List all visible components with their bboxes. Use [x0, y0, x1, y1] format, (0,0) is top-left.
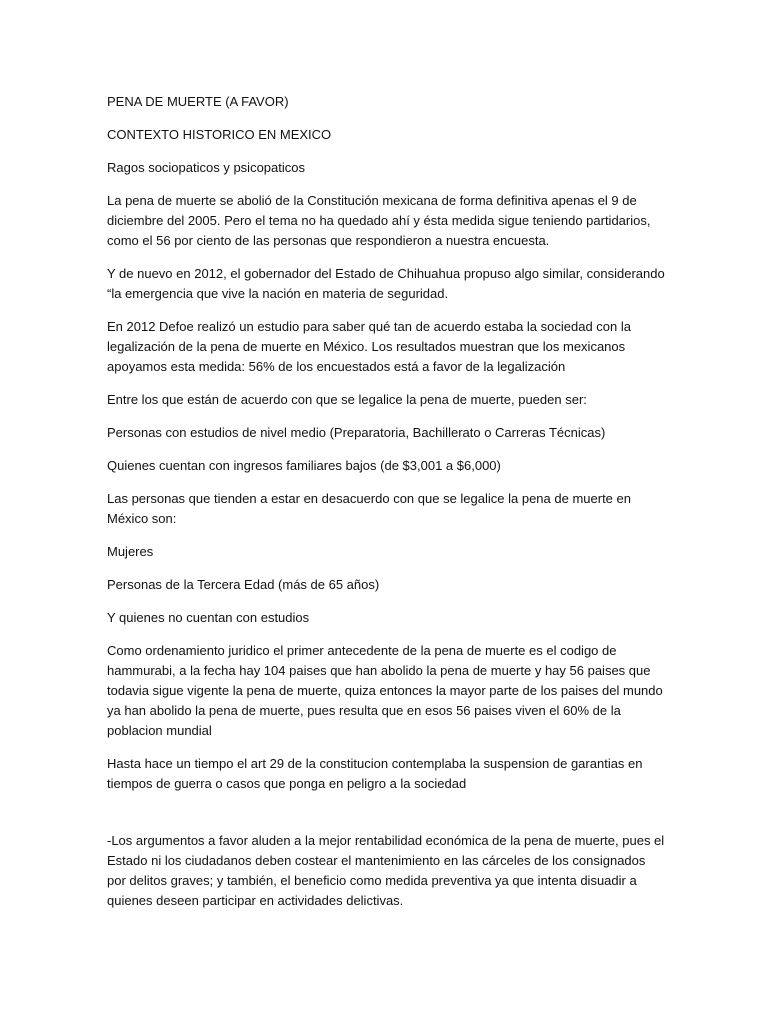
paragraph-arguments: -Los argumentos a favor aluden a la mejor rentabilidad económica de la pena de muerte, pues el Estado ni los ciudadanos deben costear el mantenimiento en las cárceles de los consignados por delitos graves; y también, el beneficio como medida preventiva ya que intenta disuadir a quienes deseen participar en actividades delictivas.	[107, 833, 665, 908]
paragraph-low-income: Quienes cuentan con ingresos familiares bajos (de $3,001 a $6,000)	[107, 458, 501, 473]
paragraph-elderly: Personas de la Tercera Edad (más de 65 años)	[107, 577, 380, 592]
document-title: PENA DE MUERTE (A FAVOR)	[107, 94, 289, 109]
document-page	[107, 92, 667, 924]
section-heading-context: CONTEXTO HISTORICO EN MEXICO	[107, 127, 332, 142]
paragraph-against-intro: Las personas que tienden a estar en desacuerdo con que se legalice la pena de muerte en México son:	[107, 491, 631, 526]
paragraph-abolition: La pena de muerte se abolió de la Constitución mexicana de forma definitiva apenas el 9 de diciembre del 2005. Pero el tema no ha quedado ahí y ésta medida sigue teniendo partidarios, como el 56 por ciento de las personas que respondieron a nuestra encuesta.	[107, 193, 651, 248]
paragraph-article-29: Hasta hace un tiempo el art 29 de la constitucion contemplaba la suspension de garantias en tiempos de guerra o casos que ponga en peligro a la sociedad	[107, 756, 643, 791]
subheading-traits: Ragos sociopaticos y psicopaticos	[107, 160, 305, 175]
paragraph-defoe-study: En 2012 Defoe realizó un estudio para saber qué tan de acuerdo estaba la sociedad con la legalización de la pena de muerte en México. Los resultados muestran que los mexicanos apoyamos esta medida: 56% de los encuestados está a favor de la legalización	[107, 319, 631, 374]
paragraph-in-favor-intro: Entre los que están de acuerdo con que se legalice la pena de muerte, pueden ser:	[107, 392, 587, 407]
paragraph-hammurabi: Como ordenamiento juridico el primer antecedente de la pena de muerte es el codigo de hammurabi, a la fecha hay 104 paises que han abolido la pena de muerte y hay 56 paises que todavia sigue vigente la pena de muerte, quiza entonces la mayor parte de los paises del mundo ya han abolido la pena de muerte, pues resulta que en esos 56 paises viven el 60% de la poblacion mundial	[107, 643, 663, 738]
paragraph-medium-education: Personas con estudios de nivel medio (Preparatoria, Bachillerato o Carreras Técnicas)	[107, 425, 606, 440]
paragraph-no-education: Y quienes no cuentan con estudios	[107, 610, 310, 625]
paragraph-chihuahua: Y de nuevo en 2012, el gobernador del Estado de Chihuahua propuso algo similar, considerando “la emergencia que vive la nación en materia de seguridad.	[107, 266, 665, 301]
paragraph-women: Mujeres	[107, 544, 154, 559]
